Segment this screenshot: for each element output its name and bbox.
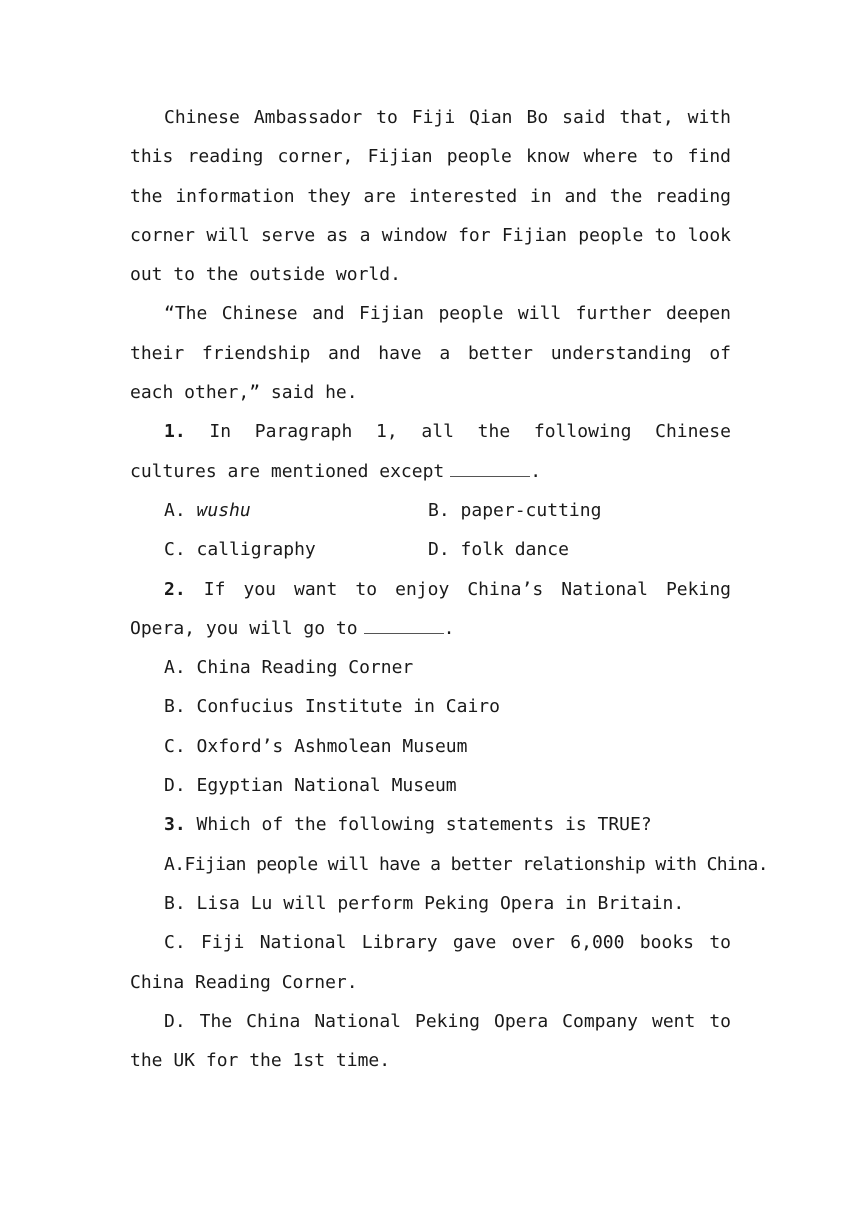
- option-c: [164, 530, 428, 569]
- option-a: [130, 845, 768, 884]
- question-1: [130, 412, 731, 491]
- option-letter: A.: [164, 657, 186, 679]
- options-row: [130, 491, 731, 530]
- option-text: Egyptian National Museum: [196, 775, 457, 797]
- option-text: Fiji National Library gave over 6,000 books to China Reading Corner.: [130, 932, 732, 993]
- option-text: China Reading Corner: [196, 657, 414, 679]
- passage-paragraph-2: “The Chinese and Fijian people will further deepen their friendship and have a better understanding of each other,” said he.: [130, 303, 731, 404]
- question-number: 3.: [164, 814, 186, 836]
- options-row: [130, 530, 731, 569]
- document-page: [130, 98, 768, 1080]
- question-end: .: [443, 617, 455, 639]
- option-letter: C.: [164, 539, 186, 561]
- option-a: [130, 648, 731, 687]
- option-b: [130, 687, 731, 726]
- option-text: Oxford’s Ashmolean Museum: [196, 735, 468, 757]
- question-end: .: [530, 460, 542, 482]
- option-letter: C.: [164, 932, 186, 954]
- option-c: [130, 923, 731, 1002]
- option-text: The China National Peking Opera Company went to the UK for the 1st time.: [130, 1010, 731, 1072]
- question-2: [130, 570, 731, 649]
- option-letter: B.: [164, 892, 186, 914]
- option-text: Confucius Institute in Cairo: [196, 696, 500, 718]
- option-d: [130, 766, 731, 805]
- question-stem: If you want to enjoy China’s National Peking Opera, you will go to: [130, 578, 731, 639]
- option-b: [130, 884, 731, 923]
- option-letter: B.: [428, 499, 450, 521]
- option-text: Lisa Lu will perform Peking Opera in Britain.: [196, 892, 685, 914]
- option-text: paper-cutting: [460, 499, 602, 521]
- option-text: wushu: [196, 499, 251, 521]
- answer-blank: [450, 456, 530, 477]
- option-letter: B.: [164, 696, 186, 718]
- option-text: folk dance: [460, 539, 569, 561]
- option-letter: A.: [164, 499, 186, 521]
- option-letter: D.: [428, 539, 450, 561]
- passage-paragraph-1: Chinese Ambassador to Fiji Qian Bo said that, with this reading corner, Fijian people know where to find the information they are interested in and the reading corner will serve as a window for Fijian people to look out to the outside world.: [130, 107, 731, 286]
- option-d: [130, 1002, 731, 1081]
- option-letter: A.: [164, 853, 185, 875]
- question-stem: In Paragraph 1, all the following Chinese cultures are mentioned except: [130, 421, 731, 482]
- option-b: [428, 491, 692, 530]
- question-number: 1.: [164, 421, 186, 443]
- option-d: [428, 530, 692, 569]
- option-letter: C.: [164, 735, 186, 757]
- option-text: calligraphy: [196, 539, 316, 561]
- answer-blank: [364, 613, 444, 634]
- question-number: 2.: [164, 578, 186, 600]
- question-3: [130, 805, 731, 844]
- question-stem: Which of the following statements is TRUE?: [196, 814, 652, 836]
- option-a: [164, 491, 428, 530]
- option-c: [130, 727, 731, 766]
- option-letter: D.: [164, 1010, 186, 1032]
- option-letter: D.: [164, 775, 186, 797]
- option-text: Fijian people will have a better relationship with China.: [184, 853, 768, 875]
